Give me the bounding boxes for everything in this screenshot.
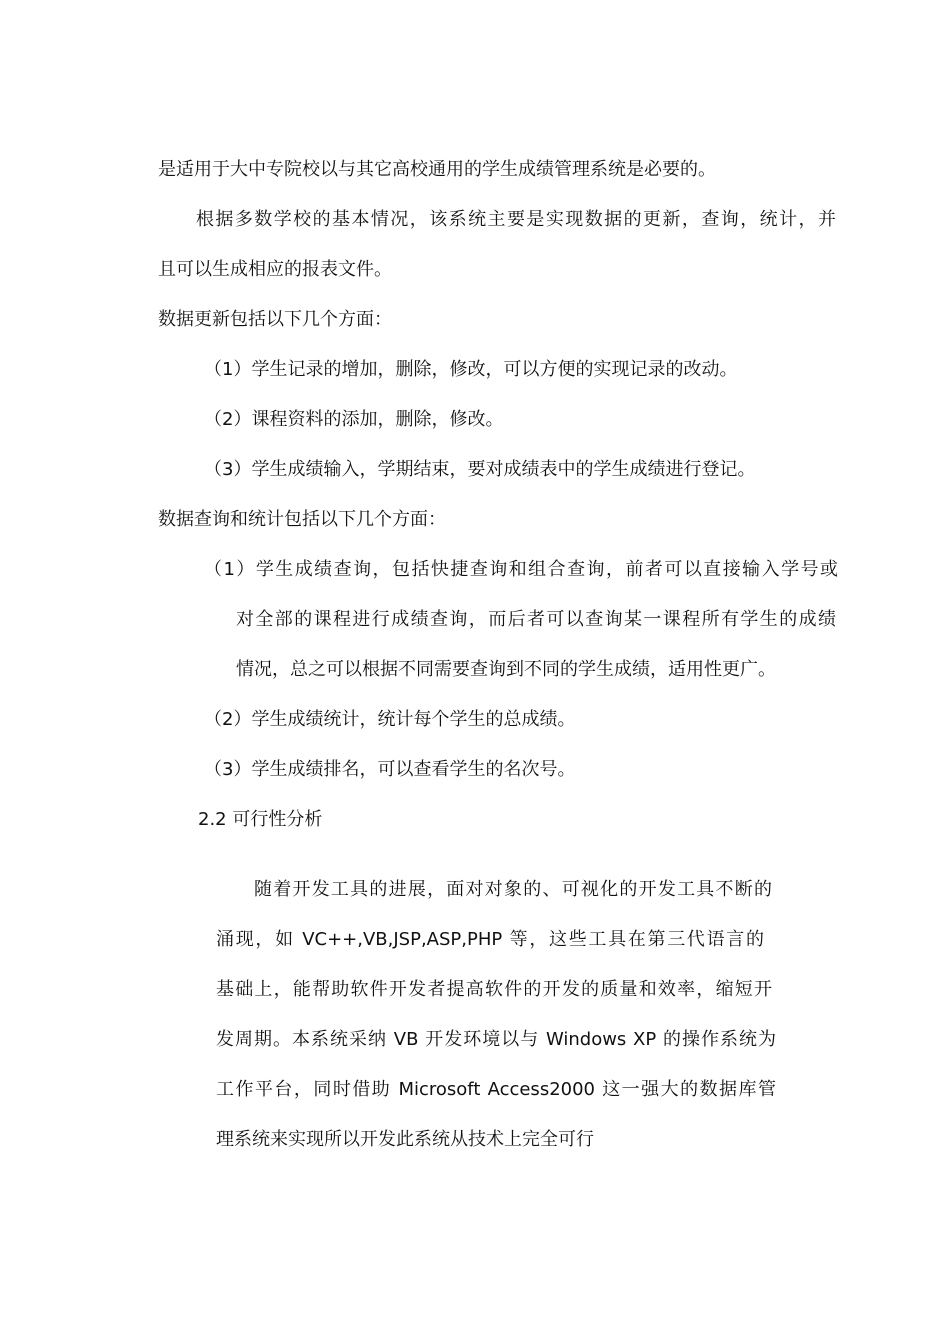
data-query-item-1-line-1: （1）学生成绩查询，包括快捷查询和组合查询，前者可以直接输入学号或	[204, 559, 838, 580]
data-query-item-1-line-3: 情况，总之可以根据不同需要查询到不同的学生成绩，适用性更广。	[236, 659, 776, 680]
data-query-heading: 数据查询和统计包括以下几个方面：	[158, 509, 446, 530]
data-query-item-2: （2）学生成绩统计，统计每个学生的总成绩。	[204, 709, 576, 730]
section-heading-feasibility: 2.2 可行性分析	[198, 809, 323, 830]
intro-line-2: 根据多数学校的基本情况，该系统主要是实现数据的更新，查询，统计，并	[196, 209, 836, 230]
feasibility-line-3: 基础上，能帮助软件开发者提高软件的开发的质量和效率，缩短开	[216, 979, 772, 1000]
data-update-heading: 数据更新包括以下几个方面：	[158, 309, 392, 330]
feasibility-line-4: 发周期。本系统采纳 VB 开发环境以与 Windows XP 的操作系统为	[216, 1029, 776, 1050]
intro-line-3: 且可以生成相应的报表文件。	[158, 259, 392, 280]
data-update-item-3: （3）学生成绩输入，学期结束，要对成绩表中的学生成绩进行登记。	[204, 459, 756, 480]
data-query-item-3: （3）学生成绩排名，可以查看学生的名次号。	[204, 759, 576, 780]
feasibility-line-2: 涌现，如 VC++,VB,JSP,ASP,PHP 等，这些工具在第三代语言的	[216, 929, 764, 950]
intro-line-1: 是适用于大中专院校以与其它高校通用的学生成绩管理系统是必要的。	[158, 159, 716, 180]
feasibility-line-6: 理系统来实现所以开发此系统从技术上完全可行	[216, 1129, 594, 1150]
data-update-item-1: （1）学生记录的增加，删除，修改，可以方便的实现记录的改动。	[204, 359, 738, 380]
data-query-item-1-line-2: 对全部的课程进行成绩查询，而后者可以查询某一课程所有学生的成绩	[236, 609, 836, 630]
data-update-item-2: （2）课程资料的添加，删除，修改。	[204, 409, 504, 430]
feasibility-line-5: 工作平台，同时借助 Microsoft Access2000 这一强大的数据库管	[216, 1079, 776, 1100]
feasibility-line-1: 随着开发工具的进展，面对对象的、可视化的开发工具不断的	[254, 879, 772, 900]
